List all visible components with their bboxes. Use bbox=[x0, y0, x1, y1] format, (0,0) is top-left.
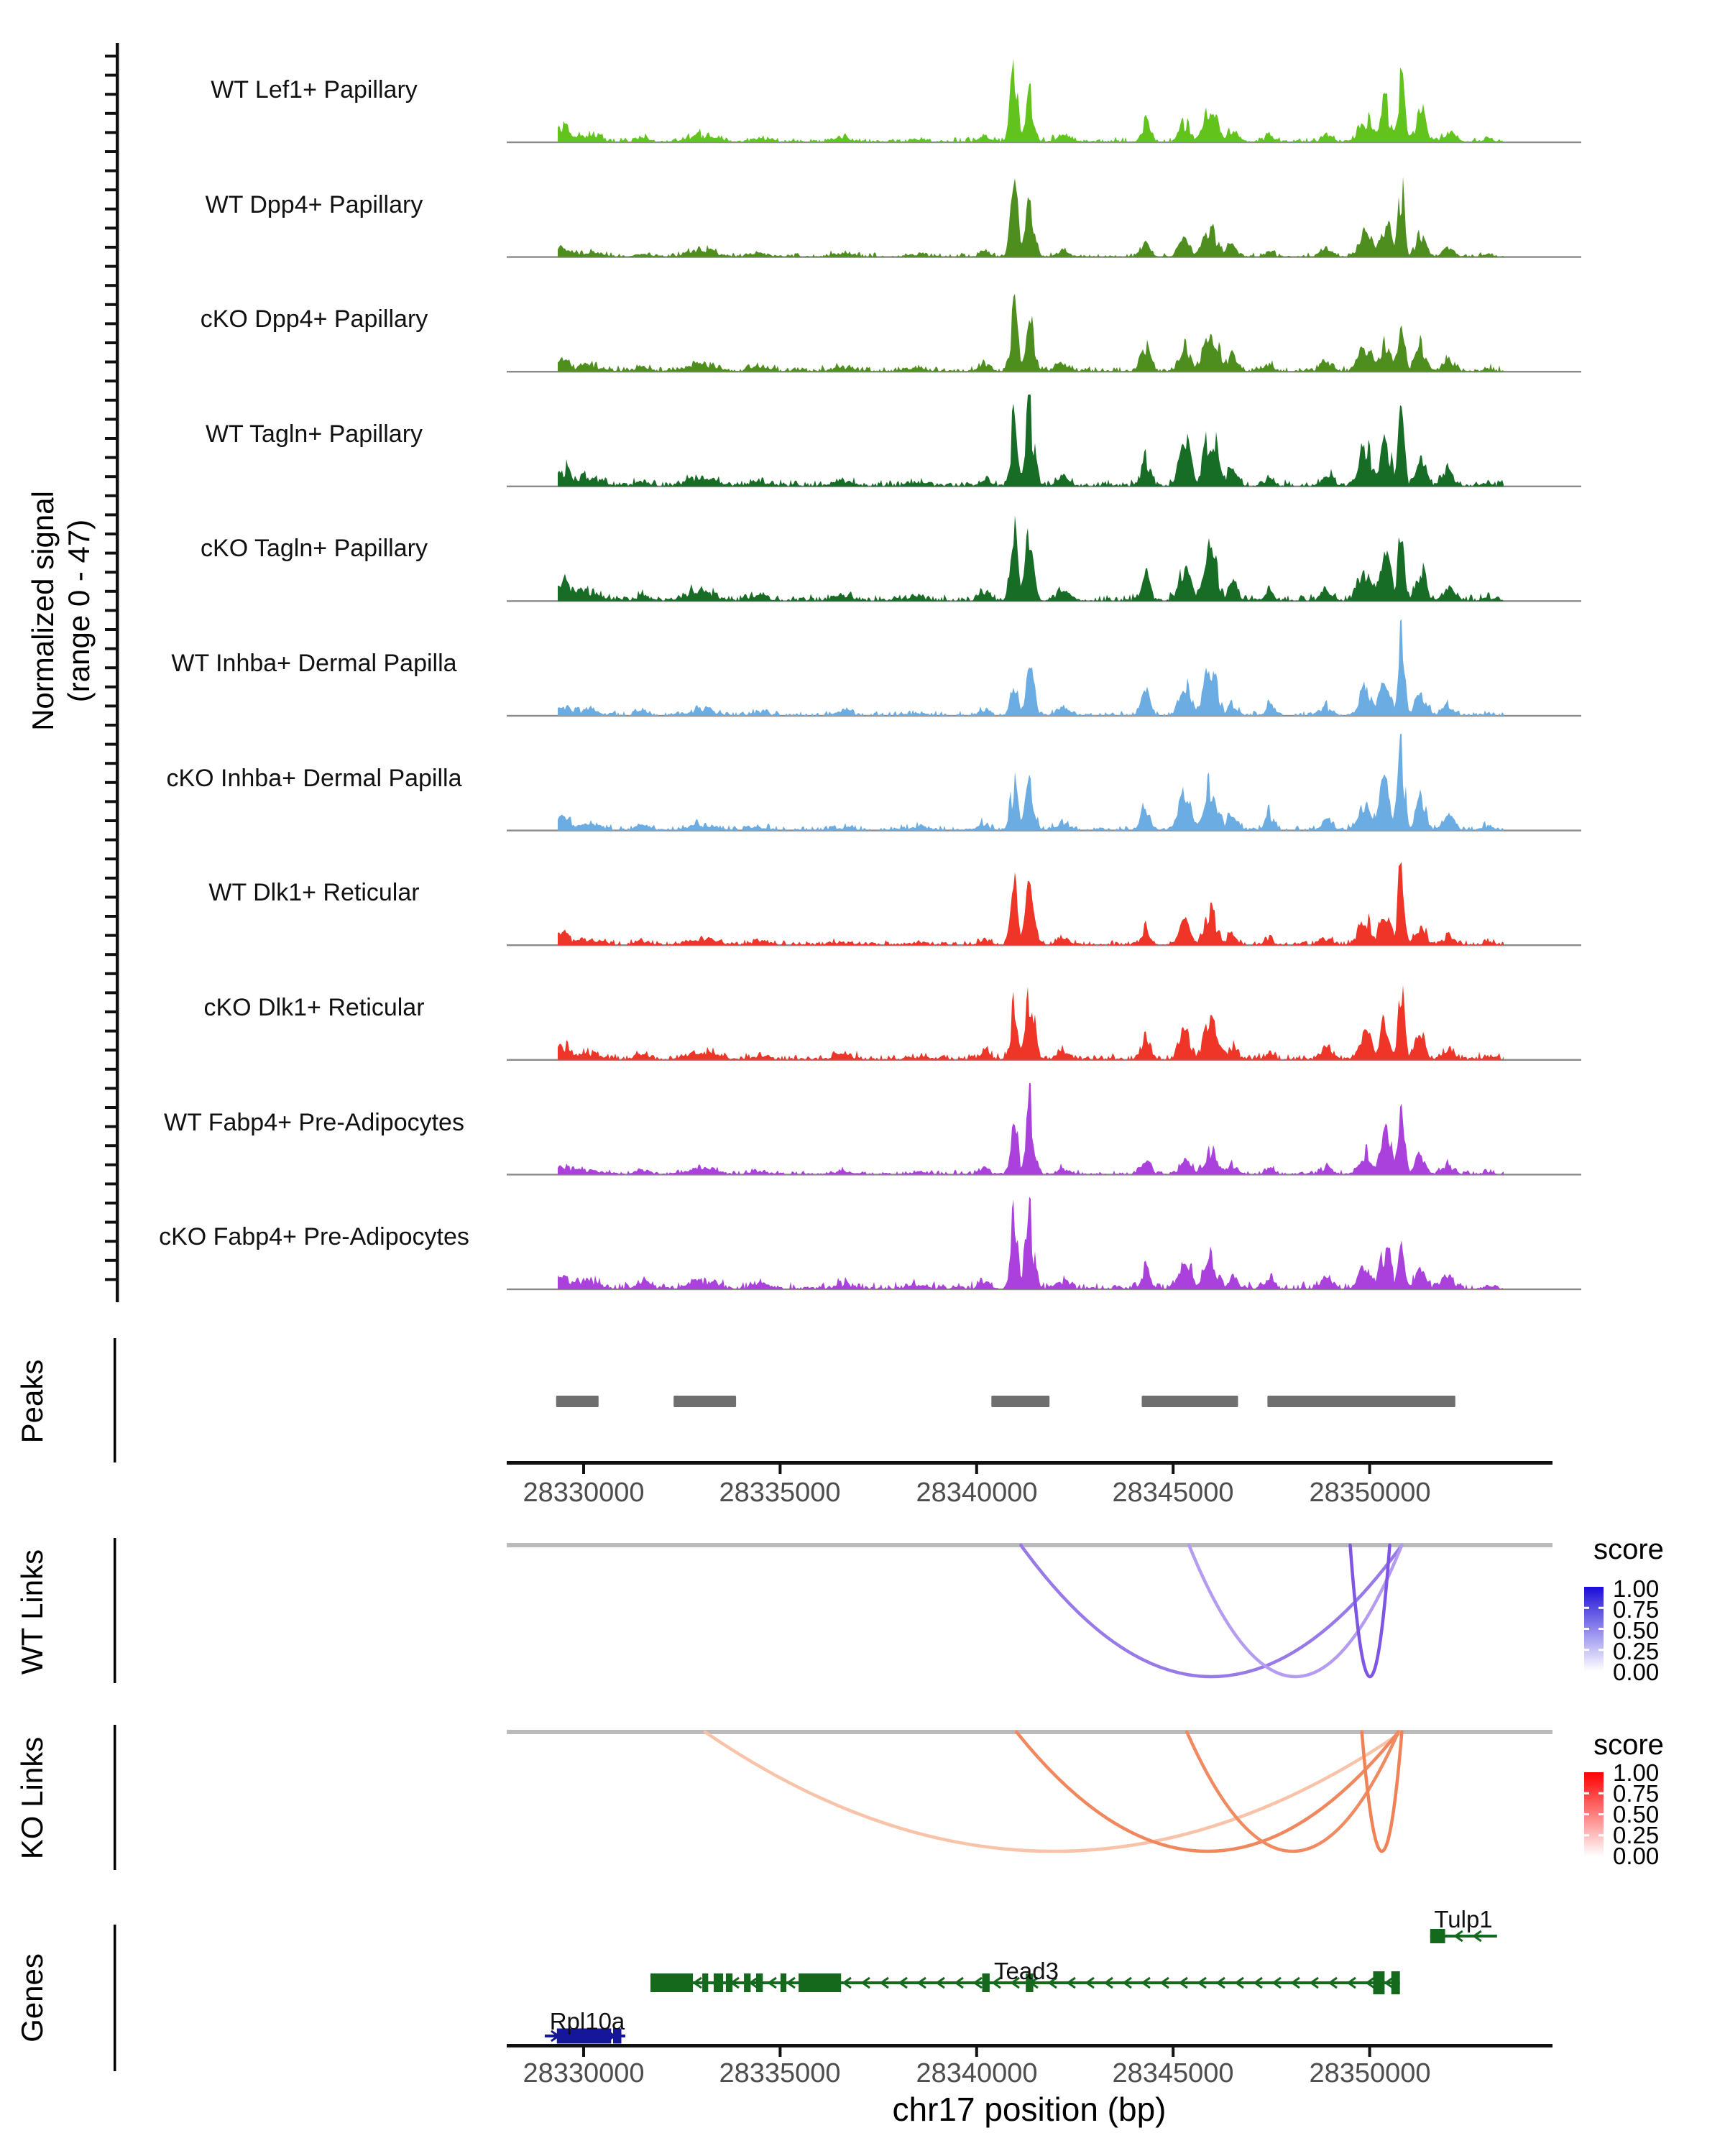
wt-legend-value-2: 0.50 bbox=[1613, 1617, 1660, 1644]
peak-interval-0 bbox=[556, 1396, 599, 1407]
ko-links-legend-title: score bbox=[1593, 1729, 1664, 1761]
coverage-signal-2 bbox=[558, 294, 1504, 372]
wt-legend-bar-tick-r0 bbox=[1598, 1607, 1604, 1609]
y-axis-tick bbox=[105, 857, 116, 860]
row-bracket-ko-links bbox=[114, 1725, 116, 1870]
gene-exon-Tead3-11 bbox=[1392, 1971, 1400, 1994]
ko-legend-value-0: 1.00 bbox=[1613, 1759, 1660, 1786]
y-axis-tick bbox=[105, 915, 116, 918]
y-axis-tick bbox=[105, 456, 116, 459]
y-axis-tick bbox=[105, 704, 116, 707]
y-axis-tick bbox=[105, 1182, 116, 1185]
peak-interval-4 bbox=[1267, 1396, 1455, 1407]
wt-legend-value-4: 0.00 bbox=[1613, 1659, 1660, 1685]
gene-exon-Tead3-2 bbox=[714, 1973, 723, 1992]
y-axis-tick bbox=[105, 475, 116, 478]
gene-exon-Tead3-6 bbox=[781, 1973, 786, 1992]
ko-legend-value-3: 0.25 bbox=[1613, 1822, 1660, 1848]
y-axis-tick bbox=[105, 513, 116, 516]
track-label-9: WT Fabp4+ Pre-Adipocytes bbox=[164, 1109, 464, 1136]
y-axis-tick bbox=[105, 1144, 116, 1147]
y-axis-tick bbox=[105, 819, 116, 822]
y-axis-tick bbox=[105, 590, 116, 593]
upper-axis-tickmark-1 bbox=[778, 1465, 781, 1474]
upper-axis-line bbox=[507, 1461, 1552, 1465]
gene-exon-Tead3-3 bbox=[726, 1973, 732, 1992]
row-label-peaks: Peaks bbox=[15, 1359, 49, 1444]
y-axis-tick bbox=[105, 494, 116, 497]
y-axis-label-line1: Normalized signal bbox=[26, 491, 60, 731]
wt-legend-bar-tick-r1 bbox=[1598, 1628, 1604, 1630]
y-axis-tick bbox=[105, 1202, 116, 1204]
y-axis-tick bbox=[105, 361, 116, 364]
y-axis-tick bbox=[105, 265, 116, 268]
coverage-signal-4 bbox=[558, 515, 1504, 601]
y-axis-tick bbox=[105, 1030, 116, 1033]
upper-axis-tick-0: 28330000 bbox=[523, 1478, 645, 1508]
lower-axis-tick-4: 28350000 bbox=[1309, 2058, 1431, 2088]
peak-interval-1 bbox=[673, 1396, 736, 1407]
gene-exon-Tead3-4 bbox=[744, 1973, 750, 1992]
y-axis-tick bbox=[105, 284, 116, 287]
wt-link-baseline bbox=[507, 1543, 1552, 1547]
wt-links-legend-title: score bbox=[1593, 1534, 1664, 1565]
x-axis-title: chr17 position (bp) bbox=[892, 2091, 1167, 2128]
gene-label-rpl10a: Rpl10a bbox=[549, 2008, 625, 2035]
ko-legend-bar-tick-l0 bbox=[1584, 1792, 1589, 1795]
y-axis-tick bbox=[105, 953, 116, 956]
y-axis-label-line2: (range 0 - 47) bbox=[62, 519, 96, 703]
row-label-wt-links: WT Links bbox=[15, 1549, 49, 1675]
y-axis-tick bbox=[105, 150, 116, 153]
lower-axis-tickmark-4 bbox=[1368, 2047, 1371, 2057]
coverage-signal-10 bbox=[558, 1197, 1504, 1289]
track-label-2: cKO Dpp4+ Papillary bbox=[200, 305, 428, 333]
track-label-8: cKO Dlk1+ Reticular bbox=[203, 994, 425, 1021]
track-label-3: WT Tagln+ Papillary bbox=[205, 420, 423, 448]
y-axis-tick bbox=[105, 743, 116, 746]
row-bracket-genes bbox=[114, 1925, 116, 2071]
track-label-4: cKO Tagln+ Papillary bbox=[201, 535, 428, 562]
ko-legend-value-4: 0.00 bbox=[1613, 1843, 1660, 1869]
peak-interval-3 bbox=[1142, 1396, 1238, 1407]
gene-label-tead3: Tead3 bbox=[994, 1958, 1059, 1984]
wt-link-arc-1 bbox=[1189, 1545, 1402, 1677]
y-axis-tick bbox=[105, 609, 116, 612]
y-axis-tick bbox=[105, 1259, 116, 1262]
coverage-signal-1 bbox=[558, 177, 1504, 257]
wt-legend-bar-tick-r2 bbox=[1598, 1649, 1604, 1651]
wt-legend-bar-tick-l0 bbox=[1584, 1607, 1589, 1609]
wt-legend-value-0: 1.00 bbox=[1613, 1575, 1660, 1602]
upper-axis-tickmark-2 bbox=[975, 1465, 978, 1474]
lower-axis-tick-0: 28330000 bbox=[523, 2058, 645, 2088]
row-bracket-wt-links bbox=[114, 1538, 116, 1683]
lower-axis-tickmark-2 bbox=[975, 2047, 978, 2057]
y-axis-tick bbox=[105, 972, 116, 975]
lower-axis-tickmark-3 bbox=[1172, 2047, 1174, 2057]
gene-exon-Tead3-1 bbox=[702, 1973, 708, 1992]
y-axis-tick bbox=[105, 1278, 116, 1281]
track-label-10: cKO Fabp4+ Pre-Adipocytes bbox=[159, 1223, 469, 1250]
track-label-7: WT Dlk1+ Reticular bbox=[208, 879, 420, 906]
y-axis-tick bbox=[105, 839, 116, 842]
coverage-signal-6 bbox=[558, 734, 1504, 830]
gene-exon-Tead3-0 bbox=[650, 1973, 693, 1992]
row-bracket-peaks bbox=[114, 1338, 116, 1462]
track-label-5: WT Inhba+ Dermal Papilla bbox=[171, 650, 457, 677]
track-label-0: WT Lef1+ Papillary bbox=[211, 76, 418, 103]
ko-legend-value-2: 0.50 bbox=[1613, 1801, 1660, 1828]
coverage-signal-0 bbox=[558, 59, 1504, 142]
lower-axis-tick-3: 28345000 bbox=[1112, 2058, 1234, 2088]
upper-axis-tickmark-3 bbox=[1172, 1465, 1174, 1474]
lower-axis-tick-2: 28340000 bbox=[916, 2058, 1038, 2088]
gene-exon-Tead3-7 bbox=[799, 1973, 841, 1992]
ko-legend-bar-tick-r0 bbox=[1598, 1792, 1604, 1795]
ko-legend-bar-tick-l2 bbox=[1584, 1834, 1589, 1836]
wt-legend-value-3: 0.25 bbox=[1613, 1638, 1660, 1664]
y-axis-tick bbox=[105, 1068, 116, 1071]
y-axis-tick bbox=[105, 226, 116, 229]
y-axis-tick bbox=[105, 724, 116, 727]
gene-label-tulp1: Tulp1 bbox=[1434, 1906, 1493, 1932]
upper-axis-tickmark-0 bbox=[582, 1465, 585, 1474]
y-axis-tick bbox=[105, 131, 116, 134]
row-label-genes: Genes bbox=[15, 1953, 49, 2042]
coverage-signal-7 bbox=[558, 862, 1504, 945]
y-axis-tick bbox=[105, 246, 116, 249]
upper-axis-tick-3: 28345000 bbox=[1112, 1478, 1234, 1508]
coverage-signal-9 bbox=[558, 1083, 1504, 1175]
y-axis-tick bbox=[105, 571, 116, 573]
y-axis-tick bbox=[105, 686, 116, 688]
ko-link-arc-1 bbox=[1016, 1732, 1398, 1851]
gene-exon-Tead3-5 bbox=[756, 1973, 763, 1992]
y-axis-tick bbox=[105, 112, 116, 115]
wt-legend-bar-tick-l1 bbox=[1584, 1628, 1589, 1630]
y-axis-tick bbox=[105, 934, 116, 937]
y-axis-tick bbox=[105, 800, 116, 803]
gene-exon-Tead3-10 bbox=[1374, 1971, 1385, 1994]
track-label-1: WT Dpp4+ Papillary bbox=[205, 191, 423, 218]
upper-axis-tick-4: 28350000 bbox=[1309, 1478, 1431, 1508]
ko-legend-bar-tick-l1 bbox=[1584, 1813, 1589, 1815]
lower-axis-tickmark-1 bbox=[778, 2047, 781, 2057]
lower-axis-tick-1: 28335000 bbox=[719, 2058, 841, 2088]
ko-link-arc-0 bbox=[705, 1732, 1402, 1851]
y-axis-tick bbox=[105, 1087, 116, 1089]
coverage-signal-3 bbox=[558, 395, 1504, 487]
coverage-signal-8 bbox=[558, 985, 1504, 1060]
y-axis-tick bbox=[105, 170, 116, 172]
y-axis-tick bbox=[105, 341, 116, 344]
upper-axis-tickmark-4 bbox=[1368, 1465, 1371, 1474]
lower-axis-tickmark-0 bbox=[582, 2047, 585, 2057]
upper-axis-tick-2: 28340000 bbox=[916, 1478, 1038, 1508]
peak-interval-2 bbox=[991, 1396, 1049, 1407]
y-axis-tick bbox=[105, 1049, 116, 1051]
track-label-6: cKO Inhba+ Dermal Papilla bbox=[166, 765, 462, 792]
coverage-signal-5 bbox=[558, 619, 1504, 716]
ko-legend-bar-tick-r1 bbox=[1598, 1813, 1604, 1815]
row-label-ko-links: KO Links bbox=[15, 1736, 49, 1860]
y-axis-tick bbox=[105, 379, 116, 382]
ko-legend-bar-tick-r2 bbox=[1598, 1834, 1604, 1836]
wt-legend-bar-tick-l2 bbox=[1584, 1649, 1589, 1651]
wt-legend-value-1: 0.75 bbox=[1613, 1596, 1660, 1623]
upper-axis-tick-1: 28335000 bbox=[719, 1478, 841, 1508]
y-axis-tick bbox=[105, 628, 116, 631]
y-axis-tick bbox=[105, 55, 116, 57]
y-axis-tick bbox=[105, 1164, 116, 1166]
y-axis-tick bbox=[105, 399, 116, 402]
ko-legend-value-1: 0.75 bbox=[1613, 1780, 1660, 1807]
lower-axis-line bbox=[507, 2044, 1552, 2047]
wt-link-arc-0 bbox=[1021, 1545, 1402, 1677]
